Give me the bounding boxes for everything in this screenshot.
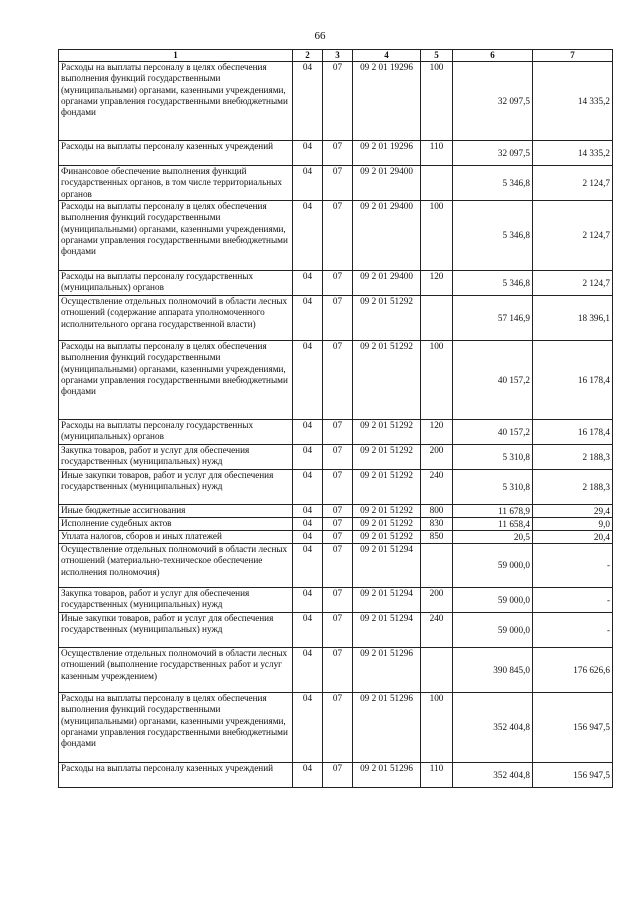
row-value-actual: - — [533, 613, 613, 648]
row-target-article: 09 2 01 51294 — [353, 588, 421, 613]
row-value-plan: 5 346,8 — [453, 166, 533, 201]
row-expense-type: 240 — [421, 613, 453, 648]
row-expense-type: 850 — [421, 531, 453, 544]
row-expense-type: 800 — [421, 505, 453, 518]
row-target-article: 09 2 01 51292 — [353, 296, 421, 341]
row-subsection: 07 — [323, 141, 353, 166]
row-subsection: 07 — [323, 588, 353, 613]
row-expense-type: 200 — [421, 445, 453, 470]
row-name: Расходы на выплаты персоналу в целях обеспечения выполнения функций государственными (муниципальными) органами, казенными учреждениями, органами управления государственными внебюджетными фондами — [59, 341, 293, 420]
row-section: 04 — [293, 341, 323, 420]
row-subsection: 07 — [323, 271, 353, 296]
row-target-article: 09 2 01 19296 — [353, 62, 421, 141]
row-subsection: 07 — [323, 693, 353, 763]
row-name: Расходы на выплаты персоналу в целях обеспечения выполнения функций государственными (муниципальными) органами, казенными учреждениями, органами управления государственными внебюджетными фондами — [59, 201, 293, 271]
table-row — [59, 470, 613, 505]
row-expense-type — [421, 648, 453, 693]
row-target-article: 09 2 01 51296 — [353, 648, 421, 693]
row-subsection: 07 — [323, 341, 353, 420]
column-header: 5 — [421, 50, 453, 62]
table-row — [59, 648, 613, 693]
row-name: Расходы на выплаты персоналу в целях обеспечения выполнения функций государственными (муниципальными) органами, казенными учреждениями, органами управления государственными внебюджетными фондами — [59, 62, 293, 141]
row-name: Закупка товаров, работ и услуг для обеспечения государственных (муниципальных) нужд — [59, 588, 293, 613]
row-target-article: 09 2 01 51294 — [353, 544, 421, 588]
row-value-actual: 14 335,2 — [533, 141, 613, 166]
row-expense-type: 100 — [421, 201, 453, 271]
row-name: Исполнение судебных актов — [59, 518, 293, 531]
row-value-actual: 9,0 — [533, 518, 613, 531]
row-value-actual: - — [533, 588, 613, 613]
row-value-plan: 5 310,8 — [453, 445, 533, 470]
row-value-plan: 5 346,8 — [453, 271, 533, 296]
row-name: Иные закупки товаров, работ и услуг для обеспечения государственных (муниципальных) нужд — [59, 470, 293, 505]
table-row — [59, 505, 613, 518]
row-section: 04 — [293, 420, 323, 445]
row-value-actual: 2 188,3 — [533, 445, 613, 470]
row-subsection: 07 — [323, 531, 353, 544]
row-expense-type: 100 — [421, 341, 453, 420]
row-target-article: 09 2 01 51292 — [353, 341, 421, 420]
row-value-plan: 11 678,9 — [453, 505, 533, 518]
row-value-actual: 156 947,5 — [533, 763, 613, 788]
table-row — [59, 588, 613, 613]
row-value-actual: 14 335,2 — [533, 62, 613, 141]
row-name: Уплата налогов, сборов и иных платежей — [59, 531, 293, 544]
row-expense-type — [421, 544, 453, 588]
row-value-plan: 32 097,5 — [453, 141, 533, 166]
row-section: 04 — [293, 445, 323, 470]
row-section: 04 — [293, 201, 323, 271]
row-value-actual: 176 626,6 — [533, 648, 613, 693]
row-target-article: 09 2 01 29400 — [353, 201, 421, 271]
row-name: Расходы на выплаты персоналу государственных (муниципальных) органов — [59, 420, 293, 445]
row-target-article: 09 2 01 51292 — [353, 505, 421, 518]
row-value-plan: 59 000,0 — [453, 613, 533, 648]
row-target-article: 09 2 01 51292 — [353, 420, 421, 445]
row-expense-type — [421, 166, 453, 201]
row-subsection: 07 — [323, 613, 353, 648]
row-subsection: 07 — [323, 518, 353, 531]
row-section: 04 — [293, 648, 323, 693]
row-value-plan: 352 404,8 — [453, 763, 533, 788]
row-subsection: 07 — [323, 544, 353, 588]
row-value-plan: 40 157,2 — [453, 420, 533, 445]
row-value-actual: 2 188,3 — [533, 470, 613, 505]
row-value-plan: 40 157,2 — [453, 341, 533, 420]
row-subsection: 07 — [323, 420, 353, 445]
table-row — [59, 271, 613, 296]
row-value-plan: 57 146,9 — [453, 296, 533, 341]
table-row — [59, 420, 613, 445]
row-name: Расходы на выплаты персоналу казенных учреждений — [59, 141, 293, 166]
row-expense-type: 830 — [421, 518, 453, 531]
row-section: 04 — [293, 470, 323, 505]
row-name: Расходы на выплаты персоналу казенных учреждений — [59, 763, 293, 788]
row-section: 04 — [293, 141, 323, 166]
row-value-actual: 156 947,5 — [533, 693, 613, 763]
row-target-article: 09 2 01 51292 — [353, 531, 421, 544]
row-section: 04 — [293, 763, 323, 788]
row-subsection: 07 — [323, 166, 353, 201]
column-header: 3 — [323, 50, 353, 62]
row-name: Иные бюджетные ассигнования — [59, 505, 293, 518]
row-section: 04 — [293, 693, 323, 763]
table-row — [59, 445, 613, 470]
column-header: 4 — [353, 50, 421, 62]
header-row — [59, 50, 613, 62]
column-header: 2 — [293, 50, 323, 62]
table-row — [59, 531, 613, 544]
row-value-plan: 59 000,0 — [453, 544, 533, 588]
row-section: 04 — [293, 505, 323, 518]
table-row — [59, 141, 613, 166]
row-value-plan: 5 346,8 — [453, 201, 533, 271]
row-value-actual: 29,4 — [533, 505, 613, 518]
table-row — [59, 201, 613, 271]
row-expense-type: 100 — [421, 693, 453, 763]
table-row — [59, 62, 613, 141]
row-name: Расходы на выплаты персоналу государственных (муниципальных) органов — [59, 271, 293, 296]
table-row — [59, 693, 613, 763]
table-row — [59, 544, 613, 588]
page-number: 66 — [314, 30, 326, 42]
row-value-actual: 16 178,4 — [533, 420, 613, 445]
row-value-plan: 59 000,0 — [453, 588, 533, 613]
row-section: 04 — [293, 166, 323, 201]
row-section: 04 — [293, 296, 323, 341]
row-section: 04 — [293, 531, 323, 544]
row-subsection: 07 — [323, 445, 353, 470]
row-target-article: 09 2 01 51296 — [353, 693, 421, 763]
column-header: 7 — [533, 50, 613, 62]
row-value-plan: 11 658,4 — [453, 518, 533, 531]
row-value-actual: 16 178,4 — [533, 341, 613, 420]
row-expense-type — [421, 296, 453, 341]
budget-table — [58, 49, 613, 788]
row-subsection: 07 — [323, 505, 353, 518]
row-subsection: 07 — [323, 62, 353, 141]
row-section: 04 — [293, 613, 323, 648]
row-value-plan: 32 097,5 — [453, 62, 533, 141]
row-value-actual: 2 124,7 — [533, 271, 613, 296]
row-expense-type: 110 — [421, 763, 453, 788]
row-name: Осуществление отдельных полномочий в области лесных отношений (материально-техническое обеспечение исполнения полномочия) — [59, 544, 293, 588]
row-value-actual: 18 396,1 — [533, 296, 613, 341]
row-name: Закупка товаров, работ и услуг для обеспечения государственных (муниципальных) нужд — [59, 445, 293, 470]
row-target-article: 09 2 01 51296 — [353, 763, 421, 788]
row-subsection: 07 — [323, 648, 353, 693]
row-expense-type: 200 — [421, 588, 453, 613]
column-header: 1 — [59, 50, 293, 62]
row-value-actual: 2 124,7 — [533, 201, 613, 271]
row-target-article: 09 2 01 51292 — [353, 445, 421, 470]
row-subsection: 07 — [323, 296, 353, 341]
row-value-plan: 20,5 — [453, 531, 533, 544]
row-name: Иные закупки товаров, работ и услуг для обеспечения государственных (муниципальных) нужд — [59, 613, 293, 648]
row-expense-type: 100 — [421, 62, 453, 141]
row-target-article: 09 2 01 51292 — [353, 518, 421, 531]
row-target-article: 09 2 01 51292 — [353, 470, 421, 505]
table-row — [59, 613, 613, 648]
row-name: Расходы на выплаты персоналу в целях обеспечения выполнения функций государственными (муниципальными) органами, казенными учреждениями, органами управления государственными внебюджетными фондами — [59, 693, 293, 763]
row-section: 04 — [293, 271, 323, 296]
row-subsection: 07 — [323, 470, 353, 505]
table-row — [59, 296, 613, 341]
row-section: 04 — [293, 518, 323, 531]
row-subsection: 07 — [323, 763, 353, 788]
row-value-actual: 20,4 — [533, 531, 613, 544]
row-section: 04 — [293, 544, 323, 588]
row-subsection: 07 — [323, 201, 353, 271]
column-header: 6 — [453, 50, 533, 62]
table-row — [59, 518, 613, 531]
row-name: Финансовое обеспечение выполнения функций государственных органов, в том числе территориальных органов — [59, 166, 293, 201]
row-target-article: 09 2 01 51294 — [353, 613, 421, 648]
row-value-actual: - — [533, 544, 613, 588]
row-value-plan: 390 845,0 — [453, 648, 533, 693]
row-target-article: 09 2 01 29400 — [353, 271, 421, 296]
row-value-plan: 352 404,8 — [453, 693, 533, 763]
row-expense-type: 240 — [421, 470, 453, 505]
row-name: Осуществление отдельных полномочий в области лесных отношений (содержание аппарата уполномоченного исполнительного органа государственной власти) — [59, 296, 293, 341]
row-section: 04 — [293, 62, 323, 141]
row-target-article: 09 2 01 19296 — [353, 141, 421, 166]
row-target-article: 09 2 01 29400 — [353, 166, 421, 201]
row-value-plan: 5 310,8 — [453, 470, 533, 505]
table-row — [59, 341, 613, 420]
row-name: Осуществление отдельных полномочий в области лесных отношений (выполнение государственных работ и услуг казенным учреждением) — [59, 648, 293, 693]
row-value-actual: 2 124,7 — [533, 166, 613, 201]
row-expense-type: 120 — [421, 420, 453, 445]
row-expense-type: 120 — [421, 271, 453, 296]
table-row — [59, 763, 613, 788]
row-expense-type: 110 — [421, 141, 453, 166]
row-section: 04 — [293, 588, 323, 613]
table-row — [59, 166, 613, 201]
